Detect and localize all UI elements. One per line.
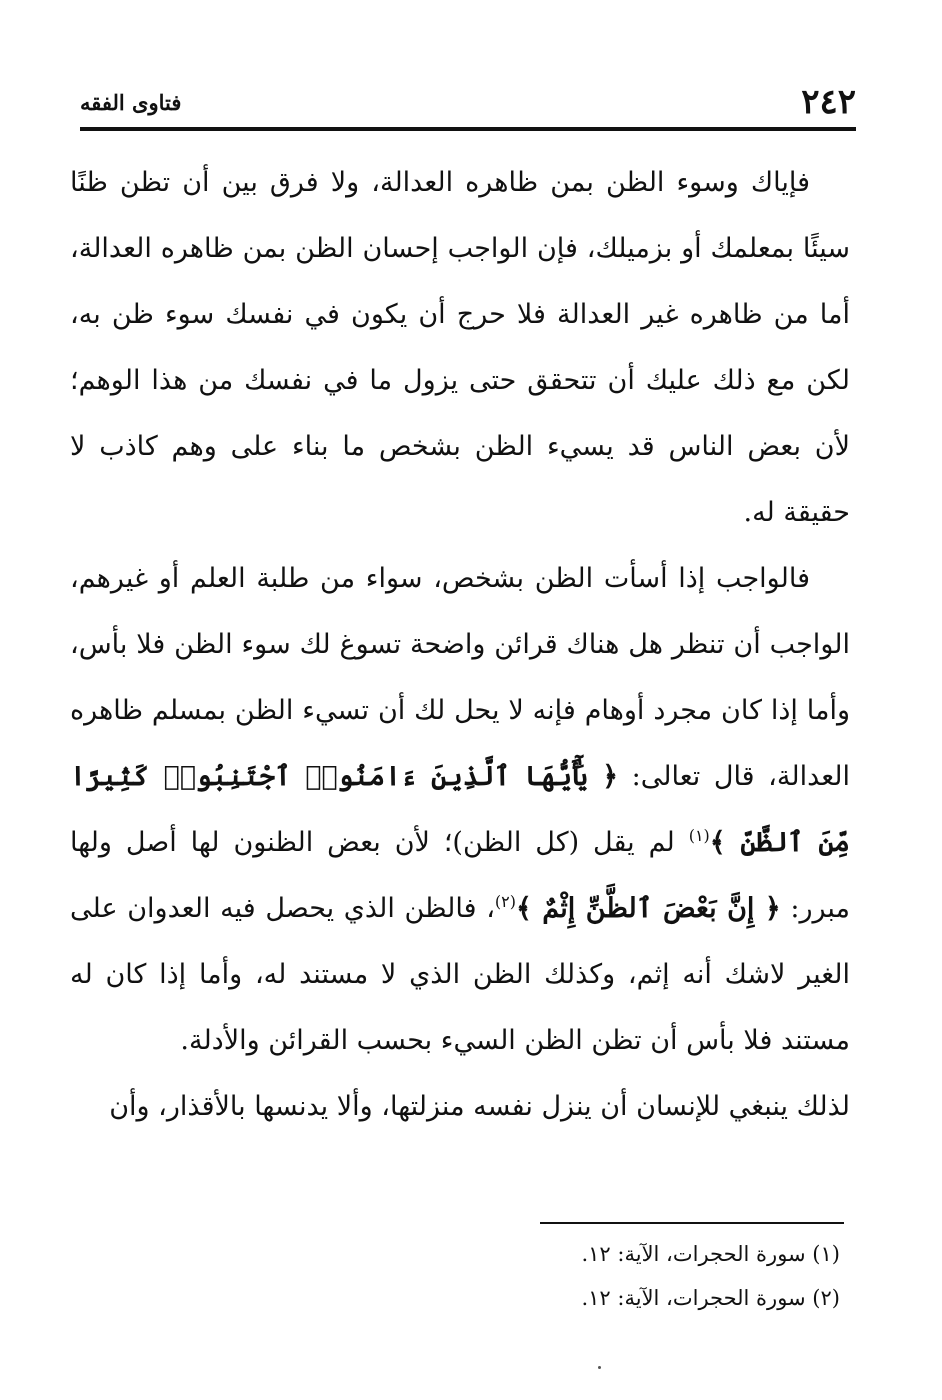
paragraph-3: لذلك ينبغي للإنسان أن ينزل نفسه منزلتها، وألا يدنسها بالأقذار، وأن bbox=[109, 1091, 850, 1122]
page-header bbox=[80, 82, 856, 122]
book-title: فتاوى الفقه bbox=[80, 90, 182, 115]
footnote-2: (٢) سورة الحجرات، الآية: ١٢. bbox=[581, 1286, 840, 1310]
paragraph-2-part-b: لم يقل (كل الظن)؛ لأن بعض الظنون لها أصل ولها مبرر: bbox=[70, 827, 850, 924]
paragraph-2-part-c: ، فالظن الذي يحصل فيه العدوان على الغير لاشك أنه إثم، وكذلك الظن الذي لا مستند له، وأما إذا كان له مستند فلا بأس أن تظن الظن السيء بحسب القرائن والأدلة. bbox=[70, 893, 850, 1056]
footnote-divider bbox=[540, 1222, 844, 1224]
paragraph-2 bbox=[70, 546, 850, 1074]
header-divider bbox=[80, 127, 856, 131]
quran-verse-1: ﴿ يَٰٓأَيُّهَا ٱلَّذِينَ ءَامَنُوا۟ ٱجْتَنِبُوا۟ كَثِيرًا مِّنَ ٱلظَّنِّ ﴾ bbox=[70, 761, 850, 858]
quran-verse-2: ﴿ إِنَّ بَعْضَ ٱلظَّنِّ إِثْمٌ ﴾ bbox=[516, 893, 781, 924]
page-body bbox=[70, 150, 850, 1140]
footnote-ref-1: (١) bbox=[688, 826, 710, 845]
page-number: ٢٤٢ bbox=[801, 82, 856, 122]
scan-speck bbox=[598, 1366, 601, 1369]
footnote-ref-2: (٢) bbox=[494, 892, 517, 911]
paragraph-1: فإياك وسوء الظن بمن ظاهره العدالة، ولا فرق بين أن تظن ظنًا سيئًا بمعلمك أو بزميلك، فإن الواجب إحسان الظن بمن ظاهره العدالة، أما من ظاهره غير العدالة فلا حرج أن يكون في نفسك سوء ظن به، لكن مع ذلك عليك أن تتحقق حتى يزول ما في نفسك من هذا الوهم؛ لأن بعض الناس قد يسيء الظن بشخص ما بناء على وهم كاذب لا حقيقة له. bbox=[70, 167, 850, 528]
paragraph-2-part-a: فالواجب إذا أسأت الظن بشخص، سواء من طلبة العلم أو غيرهم، الواجب أن تنظر هل هناك قرائن واضحة تسوغ لك سوء الظن فلا بأس، وأما إذا كان مجرد أوهام فإنه لا يحل لك أن تسيء الظن بمسلم ظاهره العدالة، قال تعالى: bbox=[70, 563, 851, 792]
footnote-1: (١) سورة الحجرات، الآية: ١٢. bbox=[581, 1242, 840, 1266]
footnotes bbox=[400, 1232, 840, 1320]
